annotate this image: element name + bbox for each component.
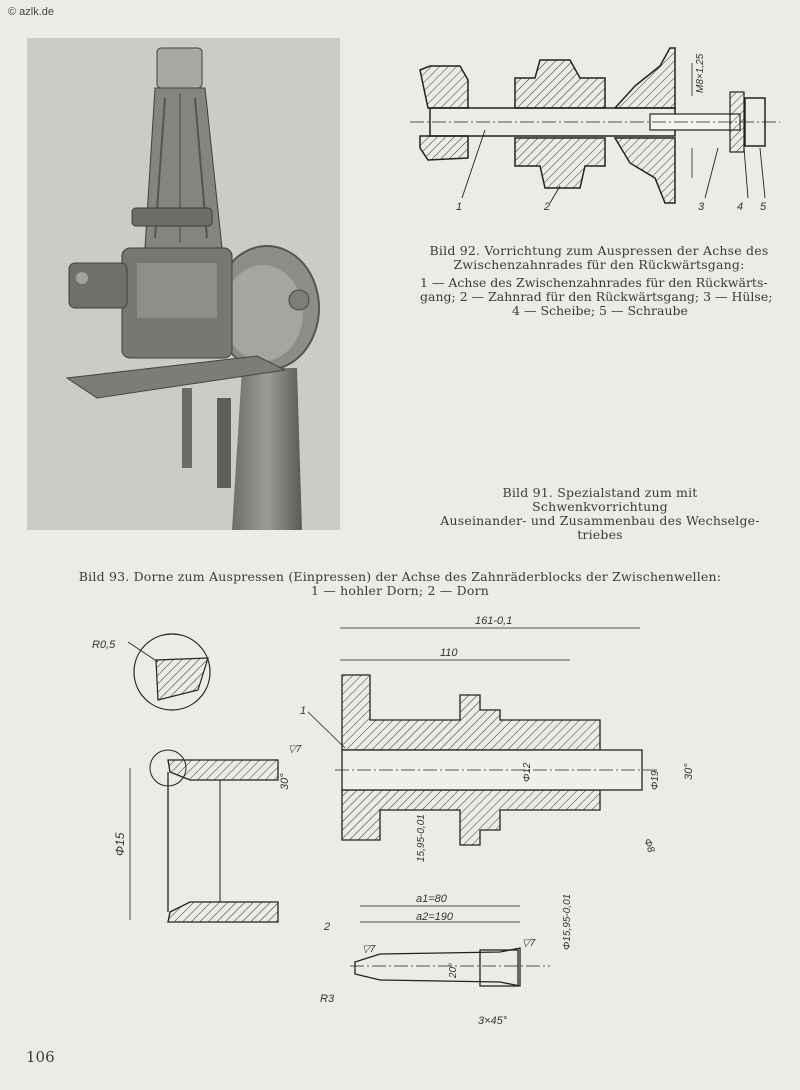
fig93-caption-line: Bild 93. Dorne zum Auspressen (Einpressen) der Achse des Zahnräderblocks der Zwischenwellen: xyxy=(78,569,722,584)
dim-ang30: 30° xyxy=(683,763,695,780)
dim-len161: 161-0,1 xyxy=(475,615,513,627)
dim-r3: R3 xyxy=(320,993,335,1005)
fig92-label-5: 5 xyxy=(760,201,767,213)
fig92-legend-line: gang; 2 — Zahnrad für den Rückwärtsgang; 3 — Hülse; xyxy=(420,289,773,304)
surface-finish-3: ▽7 xyxy=(522,938,536,949)
fig92-label-3: 3 xyxy=(698,201,705,213)
dim-chamfer: 3×45° xyxy=(478,1015,508,1027)
watermark: © azlk.de xyxy=(8,6,55,18)
fig92-label-2: 2 xyxy=(544,201,551,213)
fig92-legend xyxy=(420,276,780,318)
dim-d15: Φ15 xyxy=(113,832,127,856)
fig92-caption-line: Bild 92. Vorrichtung zum Auspressen der Achse des xyxy=(429,243,769,258)
label-1: 1 xyxy=(300,705,307,717)
fig92-label-4: 4 xyxy=(737,201,744,213)
dim-d1595b: Φ15,95-0,01 xyxy=(562,893,573,950)
fig92-legend-line: 4 — Scheibe; 5 — Schraube xyxy=(512,303,688,318)
dim-d12: Φ12 xyxy=(522,762,533,782)
label-2: 2 xyxy=(324,921,331,933)
dim-d19: Φ19 xyxy=(650,770,661,790)
fig93-caption xyxy=(60,570,740,598)
page-number: 106 xyxy=(26,1048,55,1066)
fig93-drawing xyxy=(80,600,780,1040)
fig93-caption-line: 1 — hohler Dorn; 2 — Dorn xyxy=(310,583,490,598)
dim-ang20: 20° xyxy=(448,962,459,978)
fig91-caption-line: triebes xyxy=(577,527,623,542)
surface-finish-1: ▽7 xyxy=(288,744,302,755)
dim-d1595: 15,95-0,01 xyxy=(416,814,427,862)
fig92-thread-label: M8×1,25 xyxy=(695,53,706,93)
dim-a1: a1=80 xyxy=(416,893,447,905)
dim-ang30-left: 30° xyxy=(279,773,291,790)
dim-len110: 110 xyxy=(440,647,458,659)
fig92-legend-line: 1 — Achse des Zwischenzahnrades für den Rückwärts- xyxy=(420,275,768,290)
fig92-caption xyxy=(418,244,780,272)
surface-finish-2: ▽7 xyxy=(362,944,376,955)
dim-r05: R0,5 xyxy=(92,639,116,651)
fig92-caption-line: Zwischenzahnrades für den Rückwärtsgang: xyxy=(453,257,745,272)
fig91-caption-line: Auseinander- und Zusammenbau des Wechselge- xyxy=(440,513,760,528)
fig91-caption xyxy=(436,486,764,542)
dim-a2: a2=190 xyxy=(416,911,454,923)
fig92-label-1: 1 xyxy=(456,201,463,213)
gearbox-stand-photo xyxy=(27,38,340,530)
dim-d8: Φ8 xyxy=(641,837,657,855)
fig92-drawing xyxy=(400,38,785,220)
fig91-caption-line: Bild 91. Spezialstand zum mit Schwenkvorrichtung xyxy=(502,485,698,514)
